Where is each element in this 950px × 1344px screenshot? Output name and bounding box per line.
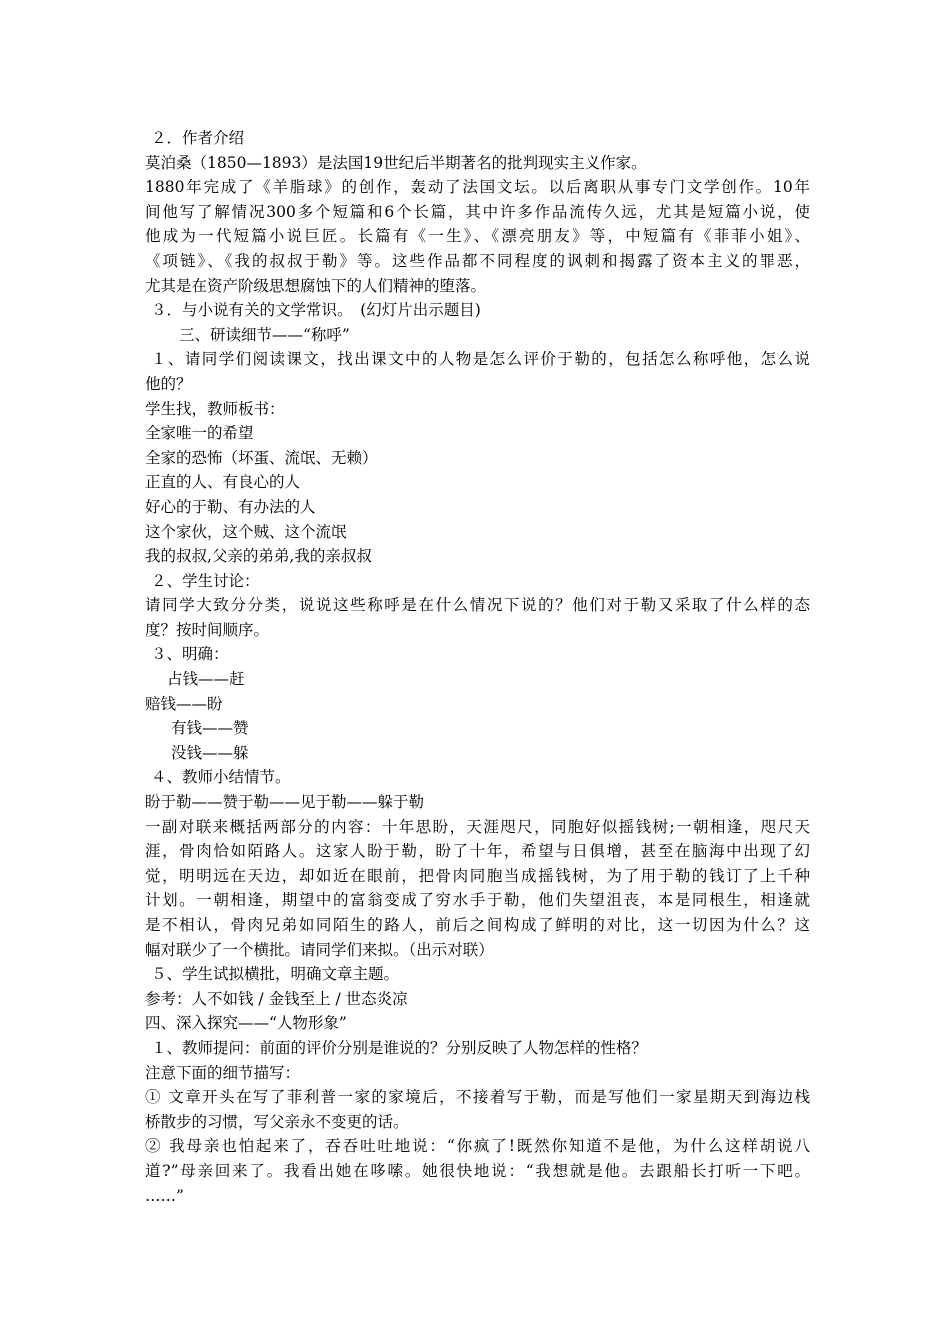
text-line: ……” <box>145 1186 184 1205</box>
text-line: ３．与小说有关的文学常识。 (幻灯片出示题目) <box>151 301 481 320</box>
text-line: 四、深入探究——“人物形象” <box>145 1014 347 1033</box>
text-line: 度？按时间顺序。 <box>145 620 270 639</box>
document-page <box>145 126 810 1208</box>
text-line: 一副对联来概括两部分的内容：十年思盼，天涯咫尺，同胞好似摇钱树;一朝相逢，咫尺天 <box>145 817 810 836</box>
text-line: 间他写了解情况300多个短篇和6个长篇，其中许多作品流传久远，尤其是短篇小说，使 <box>145 202 810 221</box>
text-line: ５、学生试拟横批，明确文章主题。 <box>151 965 400 984</box>
text-line: 占钱——赶 <box>167 670 245 689</box>
text-line: 他成为一代短篇小说巨匠。长篇有《一生》、《漂亮朋友》等，中短篇有《菲菲小姐》、 <box>145 227 810 246</box>
text-line: 没钱——躲 <box>171 743 249 762</box>
text-line: 好心的于勒、有办法的人 <box>145 497 316 516</box>
text-line: 1880年完成了《羊脂球》的创作，轰动了法国文坛。以后离职从事专门文学创作。10年 <box>145 178 810 197</box>
text-line: ２．作者介绍 <box>151 129 245 147</box>
text-line: １、请同学们阅读课文，找出课文中的人物是怎么评价于勒的，包括怎么称呼他，怎么说 <box>151 350 810 369</box>
text-line: ① 文章开头在写了菲利普一家的家境后，不接着写于勒，而是写他们一家星期天到海边栈 <box>145 1088 810 1107</box>
text-line: 赔钱——盼 <box>145 694 223 713</box>
text-line: 这个家伙，这个贼、这个流氓 <box>145 522 347 541</box>
text-line: 有钱——赞 <box>171 719 249 738</box>
text-line: 涯，骨肉恰如陌路人。这家人盼于勒，盼了十年，希望与日俱增，甚至在脑海中出现了幻 <box>145 842 810 861</box>
text-line: 请同学大致分分类，说说这些称呼是在什么情况下说的？他们对于勒又采取了什么样的态 <box>145 596 810 615</box>
text-line: 全家的恐怖（坏蛋、流氓、无赖） <box>145 448 378 467</box>
text-line: 盼于勒——赞于勒——见于勒——躲于勒 <box>145 793 425 812</box>
text-line: 学生找，教师板书： <box>145 399 285 418</box>
text-line: 正直的人、有良心的人 <box>145 473 301 492</box>
text-line: 我的叔叔,父亲的弟弟,我的亲叔叔 <box>145 547 372 566</box>
text-line: 桥散步的习惯，写父亲永不变更的话。 <box>145 1112 409 1131</box>
text-line: ４、教师小结情节。 <box>151 768 291 787</box>
text-line: 幅对联少了一个横批。请同学们来拟。（出示对联） <box>145 940 494 959</box>
text-line: 全家唯一的希望 <box>145 424 254 443</box>
text-line: 莫泊桑（1850—1893）是法国19世纪后半期著名的批判现实主义作家。 <box>145 153 647 172</box>
text-line: 计划。一朝相逢，期望中的富翁变成了穷水手于勒，他们失望沮丧，本是同根生，相逢就 <box>145 891 810 910</box>
text-line: 三、研读细节——“称呼” <box>179 325 350 344</box>
text-line: 注意下面的细节描写： <box>145 1063 301 1082</box>
text-line: ② 我母亲也怕起来了，吞吞吐吐地说：“你疯了!既然你知道不是他，为什么这样胡说八 <box>145 1137 810 1156</box>
text-line: 《项链》、《我的叔叔于勒》等。这些作品都不同程度的讽刺和揭露了资本主义的罪恶， <box>145 251 810 270</box>
text-line: ３、明确： <box>151 645 229 664</box>
text-line: 觉，明明远在天边，却如近在眼前，把骨肉同胞当成摇钱树，为了用于勒的钱订了上千种 <box>145 866 810 885</box>
text-line: 他的？ <box>145 374 192 393</box>
text-line: ２、学生讨论： <box>151 571 260 590</box>
text-line: １、教师提问：前面的评价分别是谁说的？分别反映了人物怎样的性格？ <box>151 1038 648 1057</box>
text-line: 是不相认，骨肉兄弟如同陌生的路人，前后之间构成了鲜明的对比，这一切因为什么？这 <box>145 916 810 934</box>
text-line: 参考：人不如钱 / 金钱至上 / 世态炎凉 <box>145 989 408 1008</box>
text-line: 尤其是在资产阶级思想腐蚀下的人们精神的堕落。 <box>145 276 487 295</box>
text-line: 道?”母亲回来了。我看出她在哆嗦。她很快地说：“我想就是他。去跟船长打听一下吧。 <box>145 1161 810 1180</box>
